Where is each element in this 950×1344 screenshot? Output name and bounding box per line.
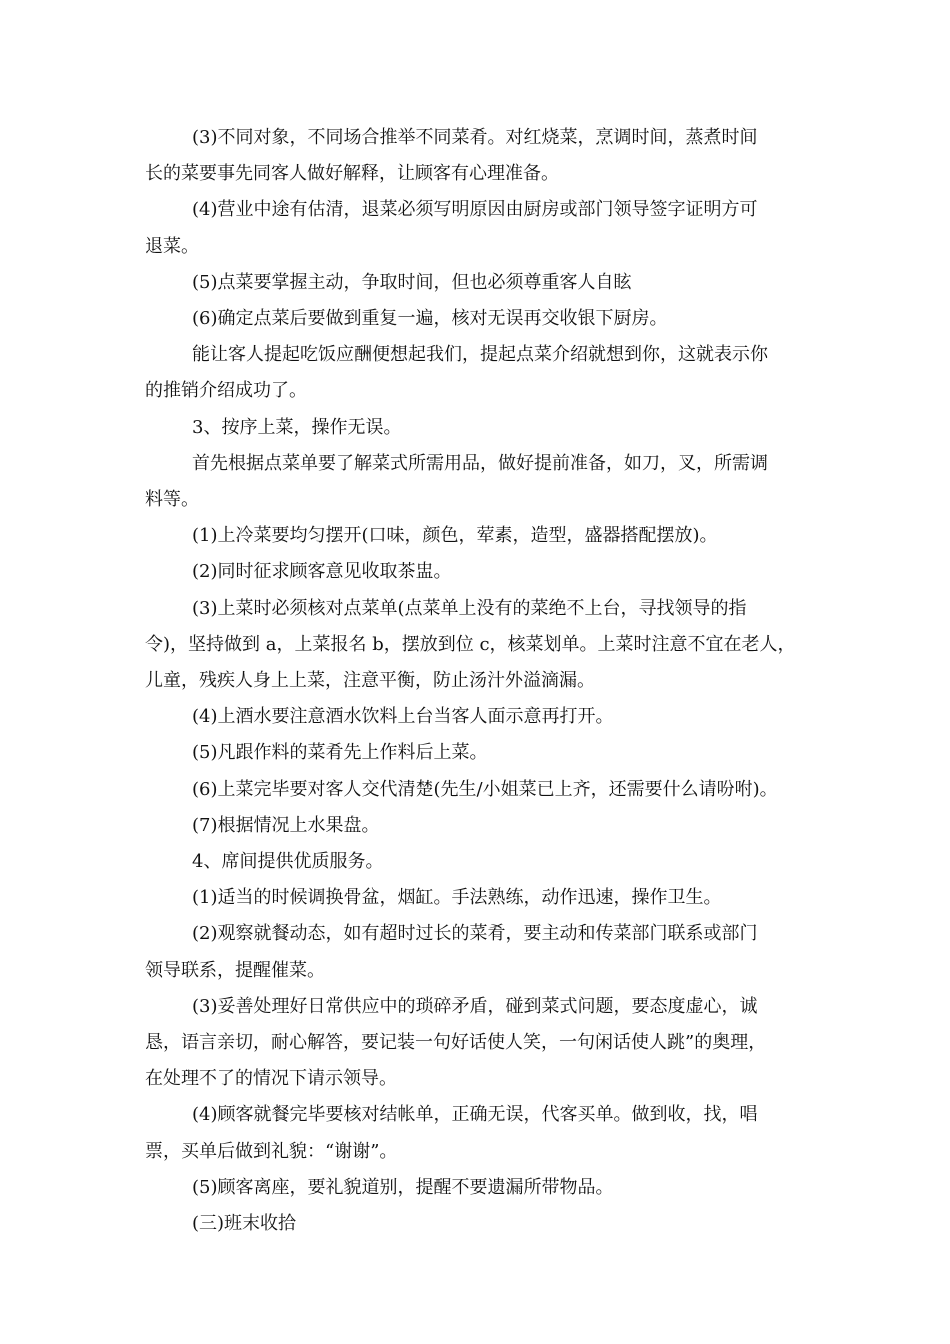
paragraph-first-line: (4)顾客就餐完毕要核对结帐单，正确无误，代客买单。做到收，找，唱 bbox=[192, 1104, 758, 1126]
paragraph bbox=[145, 446, 805, 518]
paragraph-continuation-line: 的推销介绍成功了。 bbox=[145, 380, 307, 402]
paragraph-first-line: 4、席间提供优质服务。 bbox=[192, 851, 384, 873]
paragraph-first-line: (4)营业中途有估清，退菜必须写明原因由厨房或部门领导签字证明方可 bbox=[192, 199, 758, 221]
paragraph-first-line: 3、按序上菜，操作无误。 bbox=[192, 416, 402, 438]
paragraph bbox=[145, 1170, 805, 1206]
paragraph-first-line: (3)不同对象，不同场合推举不同菜肴。对红烧菜，烹调时间，蒸煮时间 bbox=[192, 127, 758, 148]
paragraph-first-line: (2)观察就餐动态，如有超时过长的菜肴，要主动和传菜部门联系或部门 bbox=[192, 923, 758, 945]
document-body bbox=[145, 120, 805, 1242]
paragraph-first-line: 首先根据点菜单要了解菜式所需用品，做好提前准备，如刀，叉，所需调 bbox=[192, 452, 768, 474]
paragraph-first-line: (1)上冷菜要均匀摆开(口味，颜色，荤素，造型，盛器搭配摆放)。 bbox=[192, 525, 718, 547]
paragraph bbox=[145, 554, 805, 590]
paragraph-continuation-line: 退菜。 bbox=[145, 235, 199, 257]
paragraph bbox=[145, 591, 805, 700]
paragraph-first-line: (2)同时征求顾客意见收取茶盅。 bbox=[192, 561, 452, 583]
paragraph-first-line: (5)点菜要掌握主动，争取时间，但也必须尊重客人自眩 bbox=[192, 271, 632, 293]
paragraph-continuation-line: 令)，坚持做到 a，上菜报名 b，摆放到位 c，核菜划单。上菜时注意不宜在老人， bbox=[145, 633, 796, 655]
paragraph bbox=[145, 699, 805, 735]
paragraph-continuation-line: 儿童，残疾人身上上菜，注意平衡，防止汤汁外溢滴漏。 bbox=[145, 670, 595, 692]
paragraph bbox=[145, 518, 805, 554]
paragraph-first-line: (4)上酒水要注意酒水饮料上台当客人面示意再打开。 bbox=[192, 706, 614, 728]
paragraph bbox=[145, 989, 805, 1098]
paragraph bbox=[145, 410, 805, 446]
paragraph-continuation-line: 票，买单后做到礼貌：“谢谢”。 bbox=[145, 1140, 398, 1162]
paragraph-first-line: (3)妥善处理好日常供应中的琐碎矛盾，碰到菜式问题，要态度虚心，诚 bbox=[192, 995, 758, 1017]
paragraph-continuation-line: 料等。 bbox=[145, 489, 199, 511]
paragraph-first-line: (6)上菜完毕要对客人交代清楚(先生/小姐菜已上齐，还需要什么请吩咐)。 bbox=[192, 778, 778, 800]
paragraph-continuation-line: 长的菜要事先同客人做好解释，让顾客有心理准备。 bbox=[145, 163, 559, 185]
paragraph bbox=[145, 301, 805, 337]
paragraph-first-line: 能让客人提起吃饭应酬便想起我们，提起点菜介绍就想到你，这就表示你 bbox=[192, 344, 768, 366]
paragraph bbox=[145, 192, 805, 264]
paragraph-continuation-line: 领导联系，提醒催菜。 bbox=[145, 959, 325, 981]
paragraph-continuation-line: 恳，语言亲切，耐心解答，要记装一句好话使人笑，一句闲话使人跳”的奥理， bbox=[145, 1032, 767, 1054]
paragraph bbox=[145, 772, 805, 808]
paragraph bbox=[145, 808, 805, 844]
paragraph-first-line: (7)根据情况上水果盘。 bbox=[192, 814, 380, 836]
paragraph-continuation-line: 在处理不了的情况下请示领导。 bbox=[145, 1068, 397, 1090]
paragraph bbox=[145, 916, 805, 988]
paragraph bbox=[145, 337, 805, 409]
paragraph-first-line: (三)班末收拾 bbox=[192, 1213, 297, 1235]
paragraph bbox=[145, 735, 805, 771]
paragraph bbox=[145, 880, 805, 916]
paragraph bbox=[145, 120, 805, 192]
paragraph-first-line: (1)适当的时候调换骨盆，烟缸。手法熟练，动作迅速，操作卫生。 bbox=[192, 887, 722, 909]
paragraph-first-line: (5)顾客离座，要礼貌道别，提醒不要遗漏所带物品。 bbox=[192, 1176, 614, 1198]
paragraph bbox=[145, 265, 805, 301]
paragraph bbox=[145, 1206, 805, 1242]
paragraph bbox=[145, 844, 805, 880]
paragraph-first-line: (5)凡跟作料的菜肴先上作料后上菜。 bbox=[192, 742, 488, 764]
paragraph-first-line: (6)确定点菜后要做到重复一遍，核对无误再交收银下厨房。 bbox=[192, 308, 668, 330]
paragraph-first-line: (3)上菜时必须核对点菜单(点菜单上没有的菜绝不上台，寻找领导的指 bbox=[192, 597, 747, 619]
paragraph bbox=[145, 1097, 805, 1169]
